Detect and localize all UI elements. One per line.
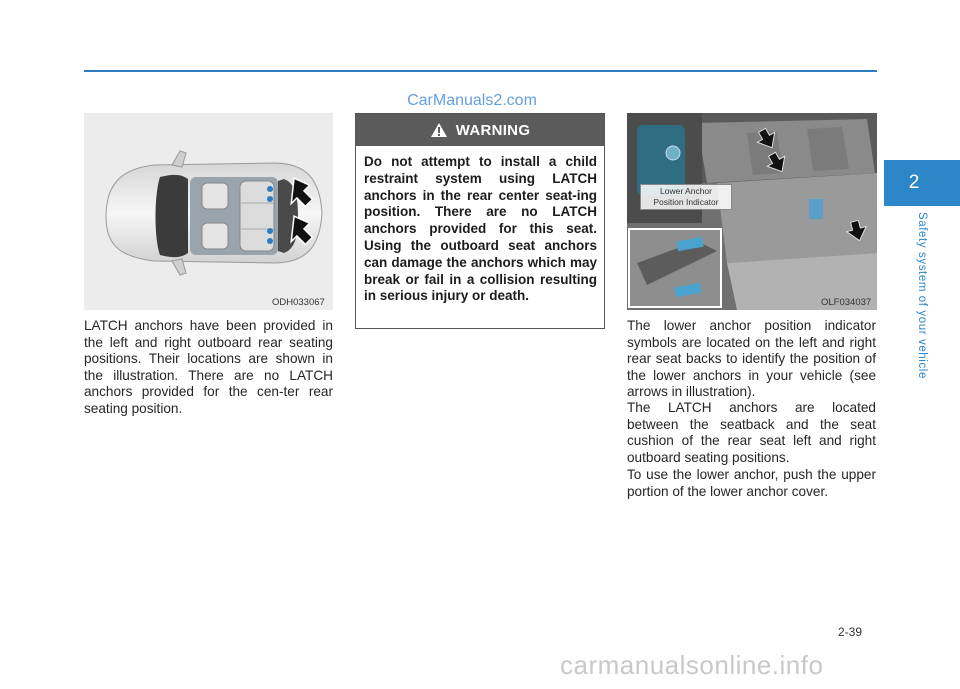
- warning-triangle-icon: [430, 122, 448, 138]
- warning-text: Do not attempt to install a child restraint system using LATCH anchors in the rear center seat-ing position. There are no LATCH anchors provided for this seat. Using the outboard seat anchors can damage the anchors which may break or fail in a collision resulting in serious injury or death.: [364, 154, 597, 304]
- watermark-top: CarManuals2.com: [407, 92, 537, 109]
- warning-title: WARNING: [455, 121, 531, 139]
- rear-seat-illustration: [627, 113, 877, 310]
- car-top-view-figure: [84, 113, 333, 310]
- warning-header: [356, 114, 604, 146]
- figure-code-left: ODH033067: [272, 297, 325, 308]
- right-paragraph-2: The LATCH anchors are located between the seatback and the seat cushion of the rear seat left and right outboard seating positions.: [627, 400, 876, 465]
- page-number: 2-39: [838, 625, 863, 639]
- lower-anchor-callout: [640, 184, 732, 210]
- chapter-number: 2: [908, 172, 920, 193]
- callout-line-1: Lower Anchor: [660, 186, 712, 196]
- right-paragraph-1: The lower anchor position indicator symbols are located on the left and right rear seat backs to identify the position of the lower anchors in your vehicle (see arrows in illustration).: [627, 318, 876, 400]
- chapter-tab: [884, 160, 960, 206]
- right-paragraph-3: To use the lower anchor, push the upper portion of the lower anchor cover.: [627, 467, 876, 499]
- left-paragraph: LATCH anchors have been provided in the left and right outboard rear seating positions. Their locations are shown in the illustration. There are no LATCH anchors provided for the cen-ter rear seating position.: [84, 318, 333, 416]
- car-top-view-illustration: [84, 113, 333, 310]
- warning-box: [355, 113, 605, 329]
- header-rule: [84, 70, 877, 72]
- rear-seat-figure: [627, 113, 877, 310]
- watermark-bottom: carmanualsonline.info: [560, 650, 824, 680]
- callout-line-2: Position Indicator: [653, 197, 719, 207]
- figure-code-right: OLF034037: [821, 297, 872, 308]
- chapter-title: Safety system of your vehicle: [916, 212, 928, 379]
